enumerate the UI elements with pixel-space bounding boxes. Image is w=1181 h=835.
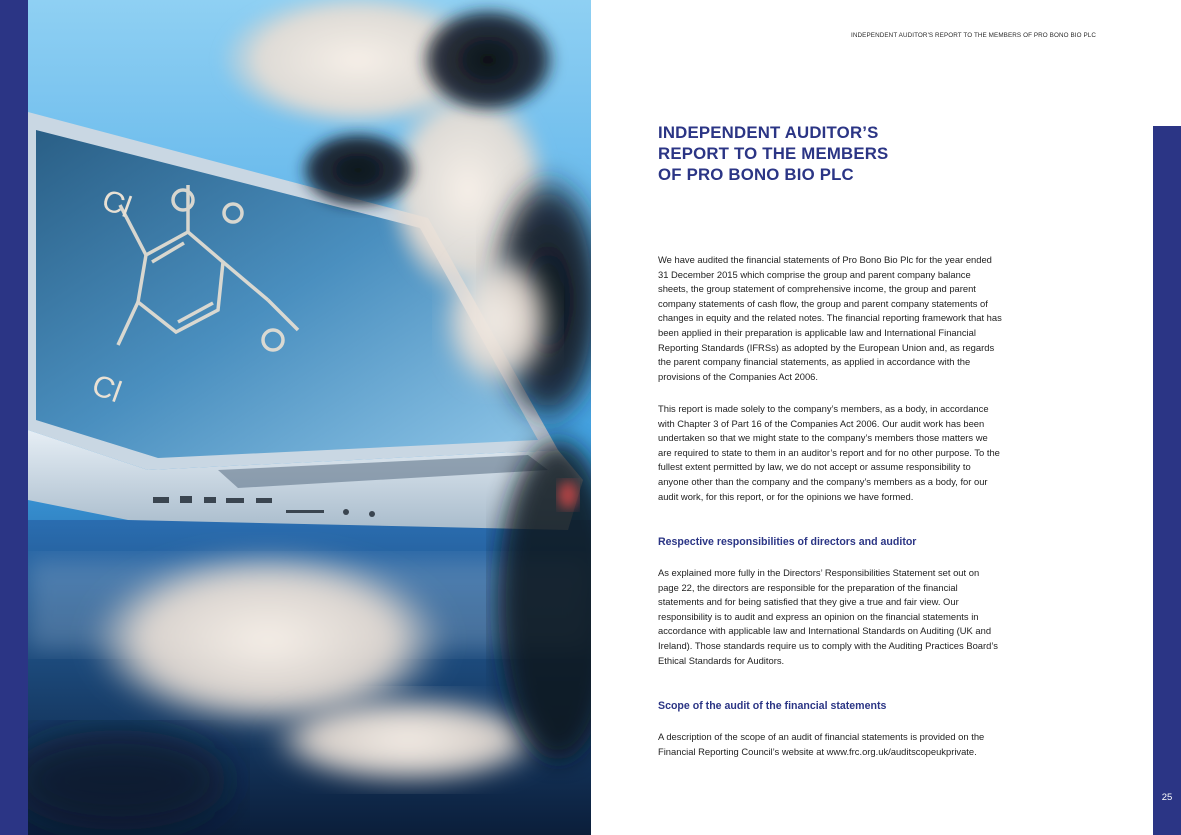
running-header: INDEPENDENT AUDITOR'S REPORT TO THE MEMBERS OF PRO BONO BIO PLC [851, 32, 1096, 39]
scope-paragraph: A description of the scope of an audit of financial statements is provided on the Financial Reporting Council’s website at www.frc.org.uk/auditscopeukprivate. [658, 731, 985, 757]
scope-heading: Scope of the audit of the financial statements [658, 700, 887, 712]
left-edge-bar [0, 0, 28, 835]
intro-paragraph-1: We have audited the financial statements of Pro Bono Bio Plc for the year ended 31 December 2015 which comprise the group and parent company balance sheets, the group statement of comprehensive income, the group and parent company statements of cash flow, the group and parent company statements of changes in equity and the related notes. The financial reporting framework that has been applied in their preparation is applicable law and International Financial Reporting Standards (IFRSs) as adopted by the European Union and, as regards the parent company financial statements, as applied in accordance with the provisions of the Companies Act 2006. [658, 254, 1002, 382]
responsibilities-heading: Respective responsibilities of directors and auditor [658, 536, 917, 548]
title-line-2: REPORT TO THE MEMBERS [658, 144, 889, 163]
title-line-1: INDEPENDENT AUDITOR’S [658, 123, 879, 142]
page-title [658, 122, 978, 185]
title-line-3: OF PRO BONO BIO PLC [658, 165, 854, 184]
responsibilities-paragraph: As explained more fully in the Directors’ Responsibilities Statement set out on page 22, the directors are responsible for the preparation of the financial statements and for being satisfied that they give a true and fair view. Our responsibility is to audit and express an opinion on the financial statements in accordance with applicable law and International Standards on Auditing (UK and Ireland). Those standards require us to comply with the Auditing Practices Board’s Ethical Standards for Auditors. [658, 567, 998, 666]
molecule-label-bottom: Cl [87, 368, 126, 410]
laptop-microscope-photo [28, 0, 591, 835]
page-number: 25 [1161, 792, 1173, 803]
report-page [591, 0, 1181, 835]
right-edge-bar [1153, 126, 1181, 835]
intro-paragraph-2: This report is made solely to the company’s members, as a body, in accordance with Chapter 3 of Part 16 of the Companies Act 2006. Our audit work has been undertaken so that we might state to the company’s members those matters we are required to state to them in an auditor’s report and for no other purpose. To the fullest extent permitted by law, we do not accept or assume responsibility to anyone other than the company and the company’s members as a body, for our audit work, for this report, or for the opinions we have formed. [658, 403, 1000, 502]
molecule-label-top: Cl [97, 183, 136, 225]
